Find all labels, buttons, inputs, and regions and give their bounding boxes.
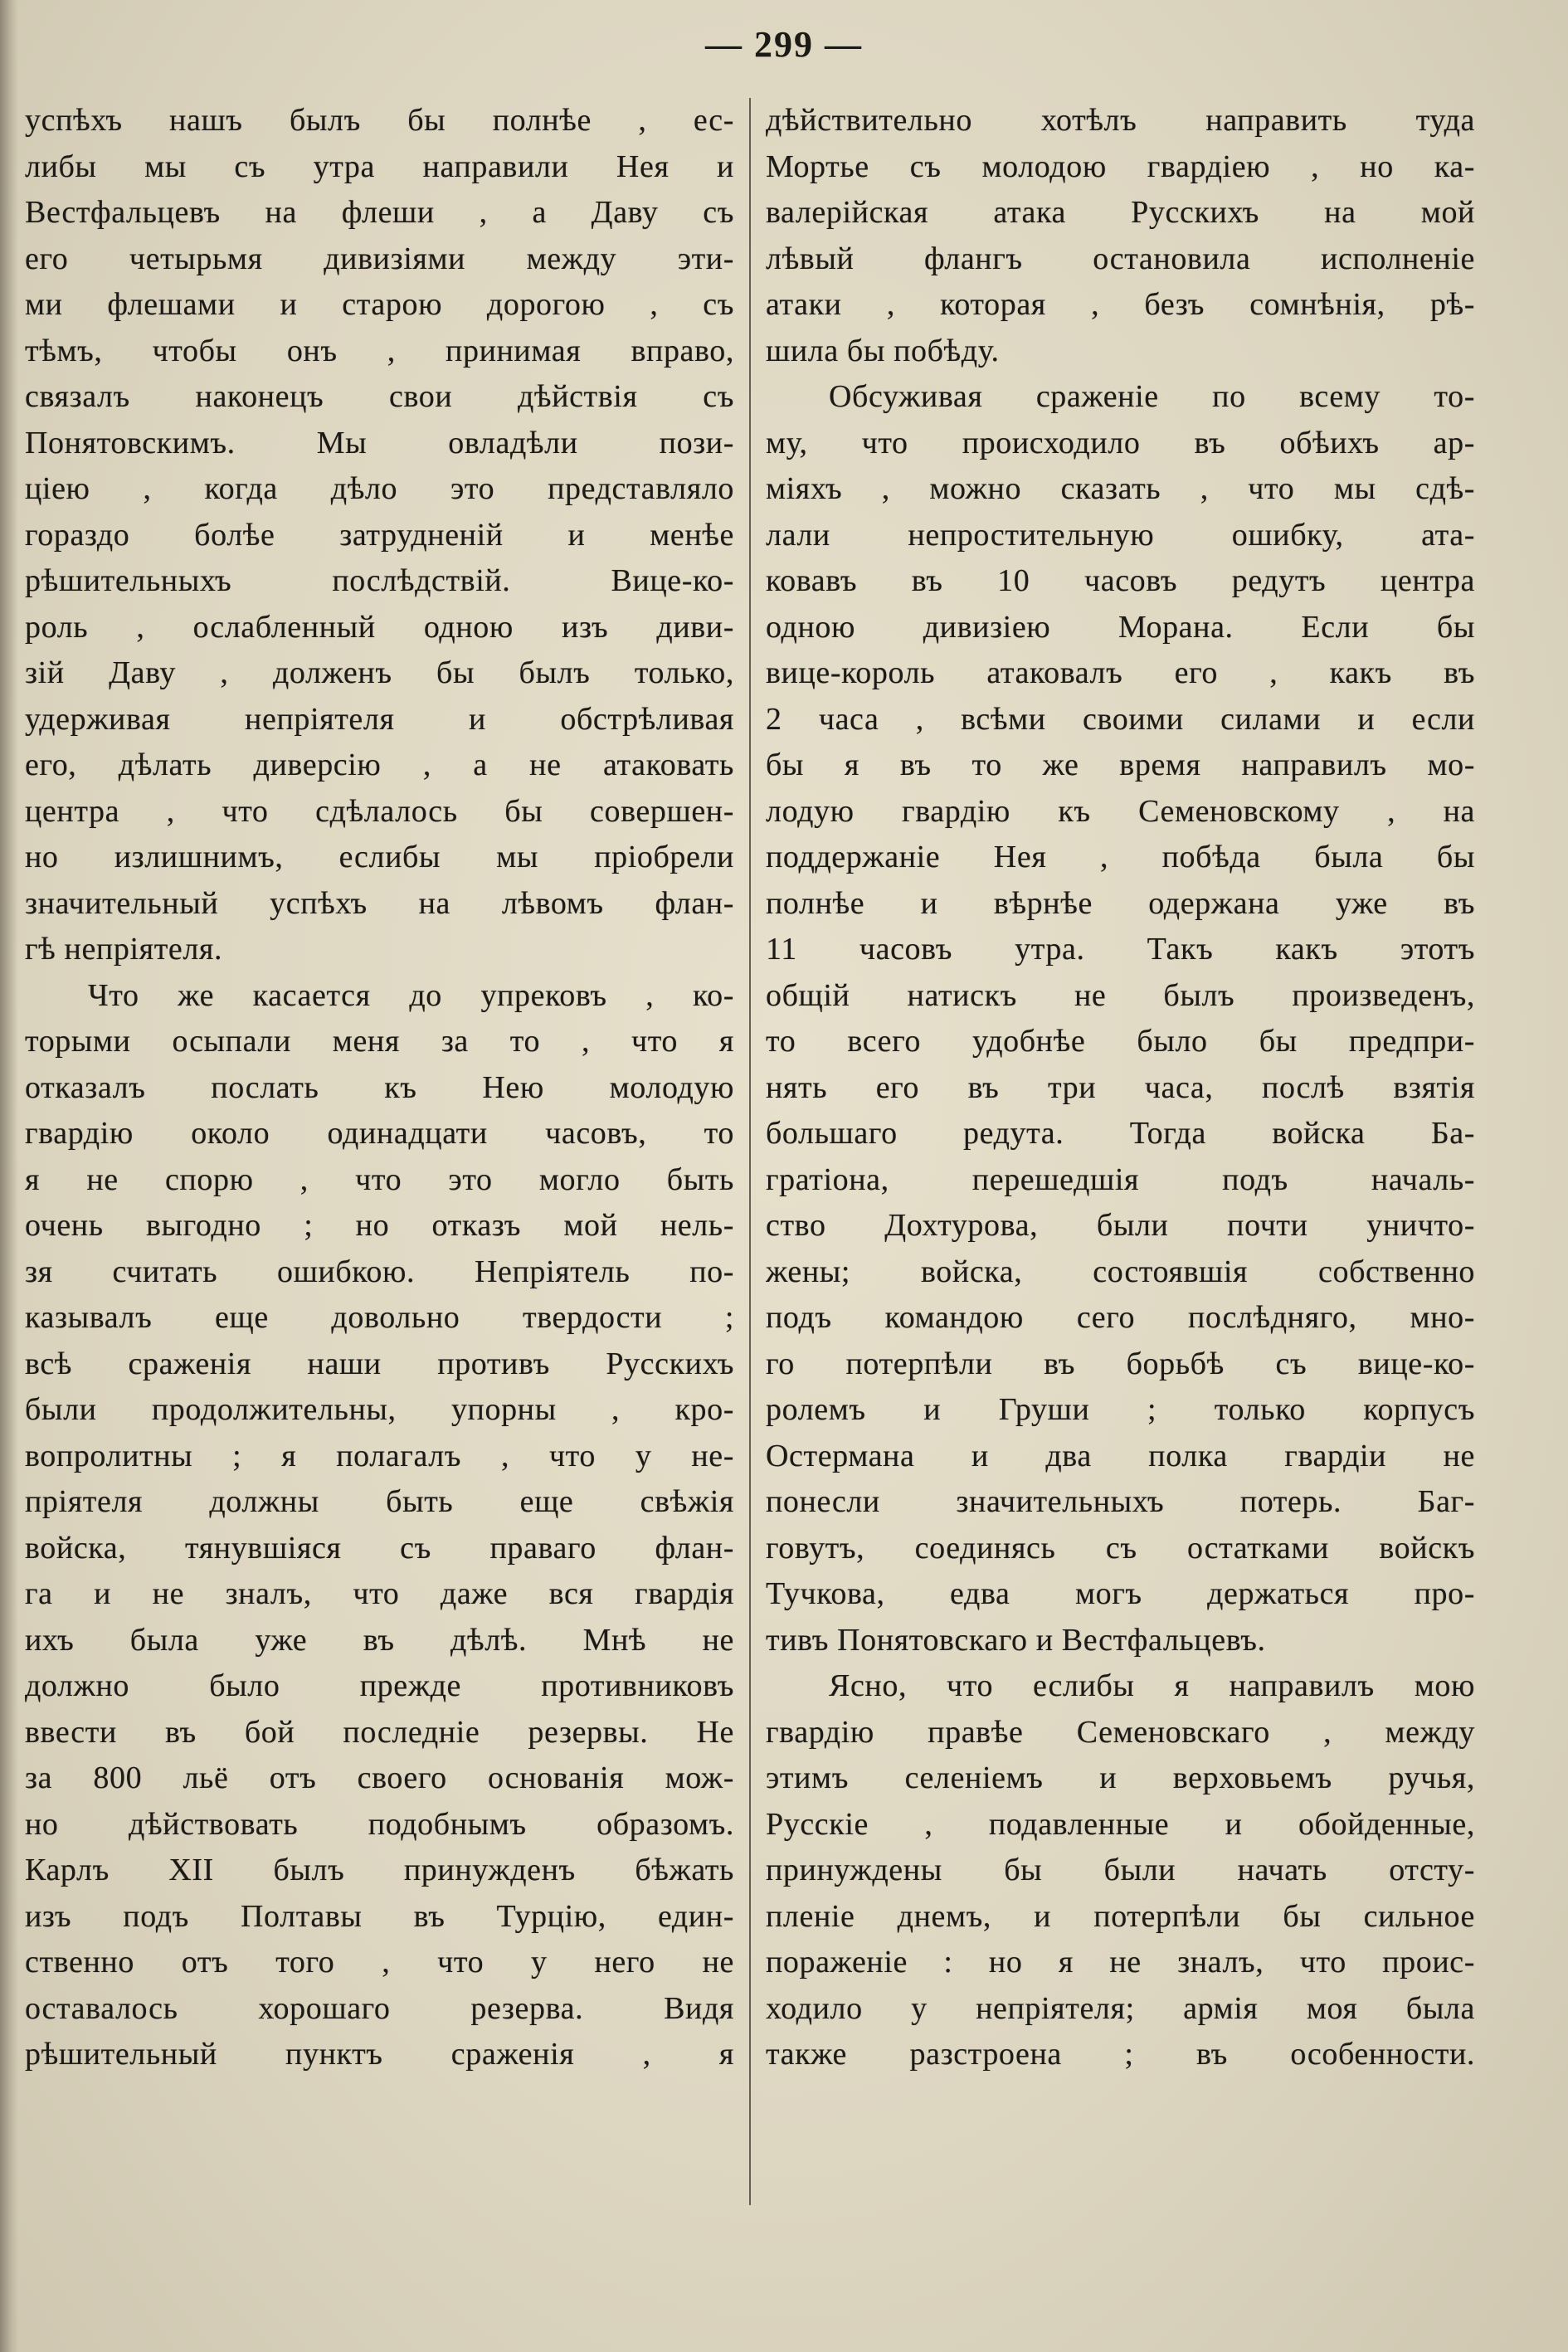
- text-line: поддержаніе Нея , побѣда была бы: [766, 840, 1475, 874]
- text-line: оставалось хорошаго резерва. Видя: [25, 1990, 734, 2026]
- text-line: гратіона, перешедшія подъ началь-: [766, 1161, 1475, 1197]
- text-line: Карлъ XII былъ принужденъ бѣжать: [25, 1853, 734, 1887]
- text-line: его четырьмя дивизіями между эти-: [25, 241, 734, 276]
- text-line: центра , что сдѣлалось бы совершен-: [25, 793, 734, 829]
- text-line: но дѣйствовать подобнымъ образомъ.: [25, 1806, 734, 1842]
- text-line: изъ подъ Полтавы въ Турцію, един-: [25, 1898, 734, 1934]
- text-line: ціею , когда дѣло это представляло: [25, 471, 734, 506]
- text-line: Русскіе , подавленные и обойденные,: [766, 1806, 1475, 1842]
- text-line: Понятовскимъ. Мы овладѣли пози-: [25, 425, 734, 460]
- text-line: нять его въ три часа, послѣ взятія: [766, 1069, 1475, 1105]
- text-line: либы мы съ утра направили Нея и: [25, 149, 734, 184]
- text-line: полнѣе и вѣрнѣе одержана уже въ: [766, 885, 1475, 921]
- text-line: удерживая непріятеля и обстрѣливая: [25, 701, 734, 737]
- text-line: казывалъ еще довольно твердости ;: [25, 1300, 734, 1335]
- text-line: га и не зналъ, что даже вся гвардія: [25, 1576, 734, 1611]
- text-line: ввести въ бой последніе резервы. Не: [25, 1714, 734, 1750]
- text-line: подъ командою сего послѣдняго, мно-: [766, 1300, 1475, 1335]
- text-line: тивъ Понятовскаго и Вестфальцевъ.: [766, 1622, 1266, 1658]
- text-line: но излишнимъ, еслибы мы пріобрели: [25, 840, 734, 874]
- text-line: этимъ селеніемъ и верховьемъ ручья,: [766, 1760, 1475, 1795]
- text-line: міяхъ , можно сказать , что мы сдѣ-: [766, 471, 1475, 506]
- text-line: зій Даву , долженъ бы былъ только,: [25, 655, 734, 690]
- text-line: дѣйствительно хотѣлъ направить туда: [766, 103, 1475, 138]
- text-line: 11 часовъ утра. Такъ какъ этотъ: [766, 932, 1475, 967]
- text-line: ролемъ и Груши ; только корпусъ: [766, 1392, 1475, 1427]
- text-line: войска, тянувшіяся съ праваго флан-: [25, 1530, 734, 1566]
- text-line: Ясно, что еслибы я направилъ мою: [829, 1668, 1475, 1703]
- text-line: пріятеля должны быть еще свѣжія: [25, 1484, 734, 1519]
- text-line: также разстроена ; въ особенности.: [766, 2037, 1475, 2072]
- text-line: должно было прежде противниковъ: [25, 1668, 734, 1703]
- text-line: зя считать ошибкою. Непріятель по-: [25, 1254, 734, 1289]
- text-line: ми флешами и старою дорогою , съ: [25, 287, 734, 322]
- text-line: за 800 льё отъ своего основанія мож-: [25, 1760, 734, 1795]
- text-line: Тучкова, едва могъ держаться про-: [766, 1576, 1475, 1611]
- text-line: понесли значительныхъ потерь. Баг-: [766, 1484, 1475, 1519]
- text-line: Обсуживая сраженіе по всему то-: [829, 379, 1475, 414]
- text-line: всѣ сраженія наши противъ Русскихъ: [25, 1346, 734, 1381]
- text-line: успѣхъ нашъ былъ бы полнѣе , ес-: [25, 103, 734, 138]
- text-line: 2 часа , всѣми своими силами и если: [766, 701, 1475, 737]
- text-line: шила бы побѣду.: [766, 333, 1000, 368]
- text-line: гѣ непріятеля.: [25, 932, 223, 967]
- text-line: одною дивизіею Морана. Если бы: [766, 609, 1475, 645]
- page-number: — 299 —: [705, 24, 863, 65]
- column-divider: [749, 98, 751, 2205]
- text-line: были продолжительны, упорны , кро-: [25, 1392, 734, 1427]
- text-line: то всего удобнѣе было бы предпри-: [766, 1024, 1475, 1059]
- text-line: Вестфальцевъ на флеши , а Даву съ: [25, 195, 734, 230]
- text-line: вопролитны ; я полагалъ , что у не-: [25, 1438, 734, 1473]
- text-line: очень выгодно ; но отказъ мой нель-: [25, 1208, 734, 1243]
- text-line: вице-король атаковалъ его , какъ въ: [766, 655, 1475, 690]
- text-line: гвардію правѣе Семеновскаго , между: [766, 1714, 1475, 1750]
- text-line: лодую гвардію къ Семеновскому , на: [766, 793, 1475, 829]
- text-line: му, что происходило въ обѣихъ ар-: [766, 425, 1475, 460]
- text-line: ихъ была уже въ дѣлѣ. Мнѣ не: [25, 1622, 734, 1658]
- text-line: ственно отъ того , что у него не: [25, 1945, 734, 1979]
- text-line: я не спорю , что это могло быть: [25, 1161, 734, 1197]
- text-line: го потерпѣли въ борьбѣ съ вице-ко-: [766, 1346, 1475, 1381]
- text-line: рѣшительныхъ послѣдствій. Вице-ко-: [25, 563, 734, 598]
- text-line: пленіе днемъ, и потерпѣли бы сильное: [766, 1898, 1475, 1934]
- text-line: торыми осыпали меня за то , что я: [25, 1024, 734, 1059]
- text-line: его, дѣлать диверсію , а не атаковать: [25, 747, 734, 782]
- text-line: принуждены бы были начать отсту-: [766, 1853, 1475, 1887]
- left-text-column: [25, 98, 734, 2078]
- text-line: пораженіе : но я не зналъ, что проис-: [766, 1945, 1475, 1979]
- text-line: общій натискъ не былъ произведенъ,: [766, 977, 1475, 1013]
- right-text-column: [766, 98, 1475, 2078]
- text-line: тѣмъ, чтобы онъ , принимая вправо,: [25, 333, 734, 368]
- text-line: атаки , которая , безъ сомнѣнія, рѣ-: [766, 287, 1475, 322]
- text-line: Что же касается до упрековъ , ко-: [88, 977, 734, 1013]
- text-line: гораздо болѣе затрудненій и менѣе: [25, 517, 734, 553]
- text-line: ство Дохтурова, были почти уничто-: [766, 1208, 1475, 1243]
- page-binding-edge: [0, 0, 18, 2352]
- text-line: отказалъ послать къ Нею молодую: [25, 1069, 734, 1105]
- text-line: связалъ наконецъ свои дѣйствія съ: [25, 379, 734, 414]
- text-line: значительный успѣхъ на лѣвомъ флан-: [25, 885, 734, 921]
- text-line: Остермана и два полка гвардіи не: [766, 1438, 1475, 1473]
- text-line: роль , ослабленный одною изъ диви-: [25, 609, 734, 645]
- text-line: Мортье съ молодою гвардіею , но ка-: [766, 149, 1475, 184]
- text-line: валерійская атака Русскихъ на мой: [766, 195, 1475, 230]
- text-line: лали непростительную ошибку, ата-: [766, 517, 1475, 553]
- text-line: бы я въ то же время направилъ мо-: [766, 747, 1475, 782]
- text-line: гвардію около одинадцати часовъ, то: [25, 1116, 734, 1151]
- text-line: ходило у непріятеля; армія моя была: [766, 1990, 1475, 2026]
- text-line: лѣвый флангъ остановила исполненіе: [766, 241, 1475, 276]
- text-line: ковавъ въ 10 часовъ редутъ центра: [766, 563, 1475, 598]
- text-line: рѣшительный пунктъ сраженія , я: [25, 2037, 734, 2072]
- text-line: жены; войска, состоявшія собственно: [766, 1254, 1475, 1289]
- text-line: говутъ, соединясь съ остатками войскъ: [766, 1530, 1475, 1566]
- text-line: большаго редута. Тогда войска Ба-: [766, 1116, 1475, 1151]
